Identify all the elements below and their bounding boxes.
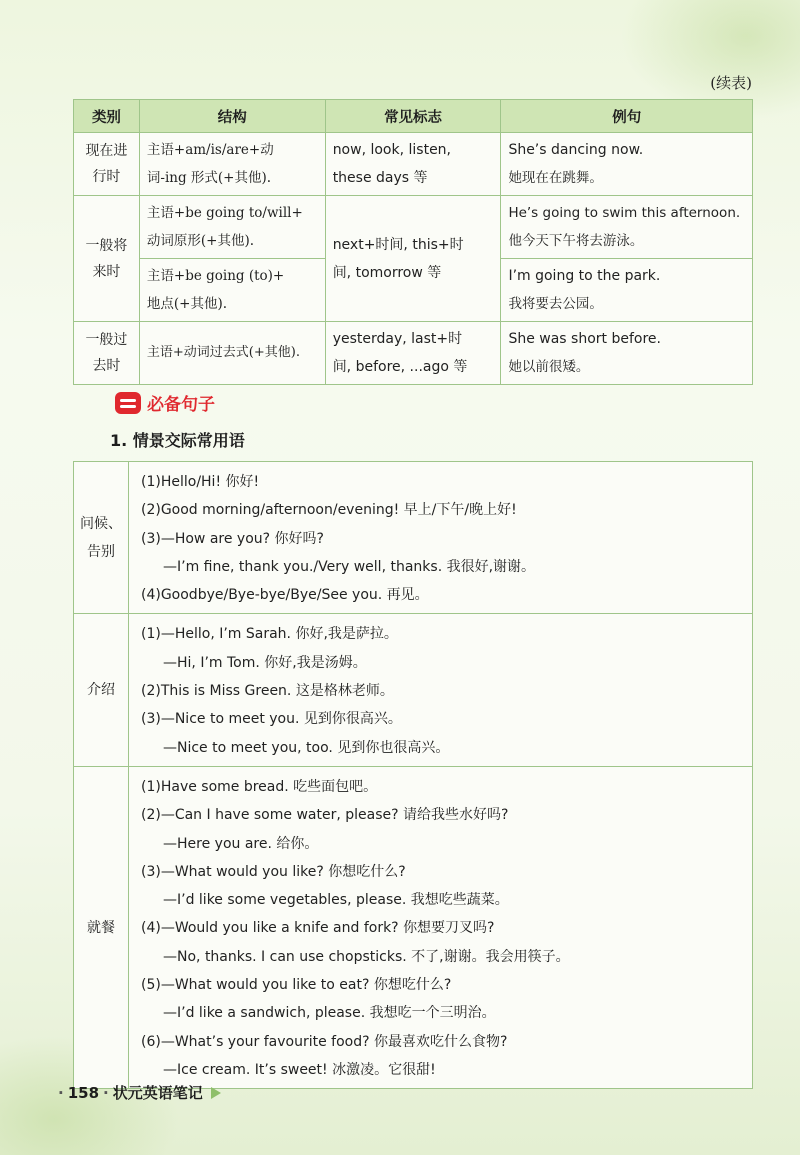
phrase-line: —I’m fine, thank you./Very well, thanks. 我很好,谢谢。 bbox=[163, 558, 536, 575]
grammar-table bbox=[73, 99, 753, 385]
scenario-category-cell: 就餐 bbox=[74, 766, 129, 1088]
phrase-line: —Ice cream. It’s sweet! 冰激凌。它很甜! bbox=[163, 1061, 436, 1078]
structure-cell: 主语+be going to/will+ 动词原形(+其他). bbox=[139, 196, 325, 259]
header-markers: 常见标志 bbox=[325, 100, 501, 133]
section-heading bbox=[115, 390, 215, 415]
phrase-line: (6)—What’s your favourite food? 你最喜欢吃什么食物? bbox=[141, 1033, 508, 1050]
footer-dot: · bbox=[58, 1083, 64, 1102]
phrase-line: —Nice to meet you, too. 见到你也很高兴。 bbox=[163, 739, 450, 756]
markers-cell: yesterday, last+时 间, before, ...ago 等 bbox=[325, 322, 501, 385]
phrase-line: (5)—What would you like to eat? 你想吃什么? bbox=[141, 977, 452, 994]
phrases-table bbox=[73, 461, 753, 1089]
continuation-label: (续表) bbox=[710, 74, 752, 92]
example-cell: He’s going to swim this afternoon. 他今天下午将去游泳。 bbox=[501, 196, 753, 259]
arrow-icon bbox=[211, 1087, 221, 1099]
table-row bbox=[74, 614, 753, 766]
subheading: 1. 情景交际常用语 bbox=[110, 431, 245, 450]
table-row bbox=[74, 196, 753, 259]
category-cell: 现在进 行时 bbox=[74, 133, 140, 196]
phrase-line: (1)Have some bread. 吃些面包吧。 bbox=[141, 778, 378, 795]
table-row bbox=[74, 462, 753, 614]
phrase-line: (1)—Hello, I’m Sarah. 你好,我是萨拉。 bbox=[141, 626, 398, 643]
category-cell: 一般过 去时 bbox=[74, 322, 140, 385]
category-cell: 一般将 来时 bbox=[74, 196, 140, 322]
phrase-line: (1)Hello/Hi! 你好! bbox=[141, 474, 260, 490]
phrase-line: (3)—How are you? 你好吗? bbox=[141, 530, 324, 547]
phrase-line: (2)—Can I have some water, please? 请给我些水好吗? bbox=[141, 807, 509, 824]
page-footer bbox=[58, 1082, 221, 1103]
section-badge-icon bbox=[115, 392, 141, 414]
grammar-table-header bbox=[74, 100, 753, 133]
phrase-line: (4)Goodbye/Bye-bye/Bye/See you. 再见。 bbox=[141, 587, 429, 604]
phrases-cell bbox=[129, 614, 753, 766]
header-structure: 结构 bbox=[139, 100, 325, 133]
markers-cell: next+时间, this+时 间, tomorrow 等 bbox=[325, 196, 501, 322]
phrase-line: (3)—What would you like? 你想吃什么? bbox=[141, 863, 406, 880]
structure-cell: 主语+动词过去式(+其他). bbox=[139, 322, 325, 385]
page-number: 158 bbox=[67, 1083, 100, 1102]
phrase-line: (4)—Would you like a knife and fork? 你想要刀叉吗? bbox=[141, 920, 495, 937]
phrase-line: —No, thanks. I can use chopsticks. 不了,谢谢。我会用筷子。 bbox=[163, 948, 570, 965]
scenario-category-cell: 问候、 告别 bbox=[74, 462, 129, 614]
phrase-line: (3)—Nice to meet you. 见到你很高兴。 bbox=[141, 711, 402, 728]
section-title: 必备句子 bbox=[147, 395, 215, 415]
example-cell: I’m going to the park. 我将要去公园。 bbox=[501, 259, 753, 322]
phrases-cell bbox=[129, 766, 753, 1088]
markers-cell: now, look, listen, these days 等 bbox=[325, 133, 501, 196]
phrase-line: (2)Good morning/afternoon/evening! 早上/下午/晚上好! bbox=[141, 502, 517, 519]
table-row bbox=[74, 766, 753, 1088]
phrases-cell bbox=[129, 462, 753, 614]
example-cell: She’s dancing now. 她现在在跳舞。 bbox=[501, 133, 753, 196]
footer-dot: · bbox=[103, 1083, 109, 1102]
table-row bbox=[74, 322, 753, 385]
header-examples: 例句 bbox=[501, 100, 753, 133]
table-row bbox=[74, 133, 753, 196]
phrase-line: (2)This is Miss Green. 这是格林老师。 bbox=[141, 683, 394, 700]
phrase-line: —Here you are. 给你。 bbox=[163, 835, 319, 852]
structure-cell: 主语+am/is/are+动 词-ing 形式(+其他). bbox=[139, 133, 325, 196]
scenario-category-cell: 介绍 bbox=[74, 614, 129, 766]
book-title: 状元英语笔记 bbox=[112, 1084, 203, 1102]
structure-cell: 主语+be going (to)+ 地点(+其他). bbox=[139, 259, 325, 322]
header-category: 类别 bbox=[74, 100, 140, 133]
phrase-line: —I’d like a sandwich, please. 我想吃一个三明治。 bbox=[163, 1005, 496, 1022]
example-cell: She was short before. 她以前很矮。 bbox=[501, 322, 753, 385]
phrase-line: —Hi, I’m Tom. 你好,我是汤姆。 bbox=[163, 654, 367, 671]
phrase-line: —I’d like some vegetables, please. 我想吃些蔬菜。 bbox=[163, 892, 509, 909]
